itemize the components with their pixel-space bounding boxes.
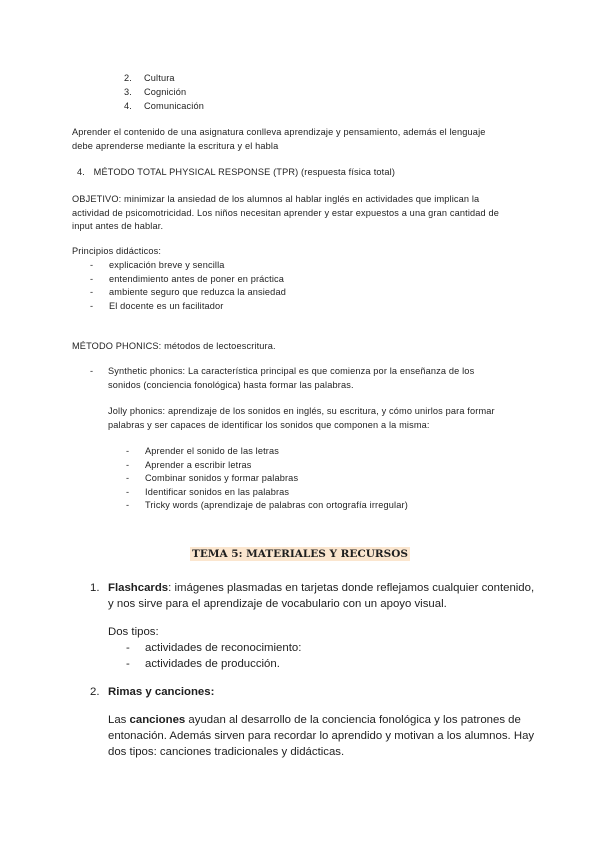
- list-item: - Combinar sonidos y formar palabras: [126, 473, 299, 484]
- canciones-paragraph: Las canciones ayudan al desarrollo de la conciencia fonológica y los patrones de entonación. Además sirven para recordar lo aprendido y motivan a los alumnos. Hay dos tipos: canciones tradicionales y didácticas.: [108, 714, 535, 758]
- objetivo-paragraph: OBJETIVO: minimizar la ansiedad de los alumnos al hablar inglés en actividades que implican la actividad de psicomotricidad. Los niños necesitan aprender y estar expuestos a una gran cantidad de input antes de hablar.: [72, 194, 500, 232]
- list-item: - Aprender a escribir letras: [126, 459, 252, 470]
- paragraph-aprender: Aprender el contenido de una asignatura conlleva aprendizaje y pensamiento, además el lenguaje debe aprenderse mediante la escritura y el habla: [72, 127, 486, 151]
- dos-tipos-label: Dos tipos:: [108, 626, 159, 638]
- tpr-heading: 4. MÉTODO TOTAL PHYSICAL RESPONSE (TPR) (respuesta física total): [77, 167, 396, 177]
- list-item: 3. Cognición: [124, 87, 187, 97]
- tipos-list: [126, 640, 426, 672]
- tema5-heading: TEMA 5: MATERIALES Y RECURSOS: [192, 548, 408, 560]
- list-item: - entendimiento antes de poner en práctica: [90, 273, 285, 284]
- list-item: 2. Cultura: [124, 73, 175, 83]
- list-item: - Aprender el sonido de las letras: [126, 446, 280, 456]
- jolly-phonics: Jolly phonics: aprendizaje de los sonidos en inglés, su escritura, y cómo unirlos para formar palabras y ser capaces de identificar los sonidos que componen a la misma:: [108, 406, 495, 430]
- flashcards-item: 1. Flashcards: imágenes plasmadas en tarjetas donde reflejamos cualquier contenido, y nos sirve para el aprendizaje de vocabulario con un apoyo visual.: [90, 582, 535, 610]
- list-item: 4. Comunicación: [124, 101, 205, 111]
- list-item: - Identificar sonidos en las palabras: [126, 486, 290, 497]
- phonics-heading: MÉTODO PHONICS: métodos de lectoescritura.: [72, 341, 276, 351]
- list-item: - actividades de reconocimiento:: [126, 642, 302, 654]
- principios-title: Principios didácticos:: [72, 246, 162, 256]
- list-item: - Tricky words (aprendizaje de palabras con ortografía irregular): [126, 500, 408, 511]
- list-item: - El docente es un facilitador: [90, 300, 224, 311]
- rimas-item: 2. Rimas y canciones:: [90, 686, 215, 698]
- synthetic-phonics: - Synthetic phonics: La característica principal es que comienza por la enseñanza de los sonidos (conciencia fonológica) hasta formar las palabras.: [90, 366, 475, 390]
- jolly-list: [126, 445, 506, 513]
- principios-list: [90, 259, 490, 313]
- list-item: - actividades de producción.: [126, 658, 280, 670]
- list-item: - explicación breve y sencilla: [90, 260, 225, 270]
- list-item: - ambiente seguro que reduzca la ansiedad: [90, 287, 286, 298]
